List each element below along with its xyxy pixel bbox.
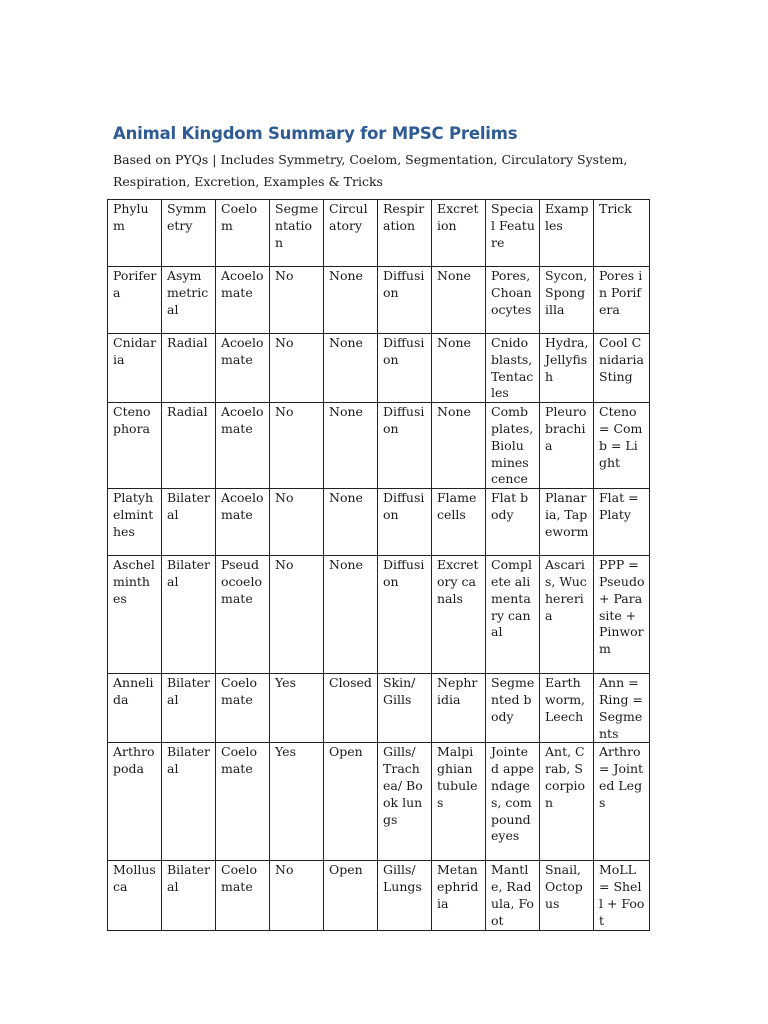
header-cell-excretion: Excretion bbox=[432, 200, 486, 267]
table-cell: Radial bbox=[162, 334, 216, 403]
table-cell: Diffusion bbox=[378, 403, 432, 489]
table-cell: Metanephridia bbox=[432, 861, 486, 930]
table-cell: Yes bbox=[270, 743, 324, 861]
header-cell-segmentation: Segmentation bbox=[270, 200, 324, 267]
table-cell: Diffusion bbox=[378, 334, 432, 403]
table-cell: Arthropoda bbox=[108, 743, 162, 861]
header-cell-special-feature: Special Feature bbox=[486, 200, 540, 267]
table-cell: Cteno = Comb = Light bbox=[594, 403, 650, 489]
table-cell: Acoelomate bbox=[216, 334, 270, 403]
table-cell: None bbox=[324, 403, 378, 489]
table-cell: None bbox=[432, 334, 486, 403]
table-cell: Earthworm, Leech bbox=[540, 674, 594, 743]
table-row bbox=[108, 743, 650, 861]
table-cell: Open bbox=[324, 743, 378, 861]
table-cell: Cnidaria bbox=[108, 334, 162, 403]
table-cell: Gills/ Trachea/ Book lungs bbox=[378, 743, 432, 861]
table-cell: No bbox=[270, 334, 324, 403]
table-cell: Annelida bbox=[108, 674, 162, 743]
table-cell: Coelomate bbox=[216, 743, 270, 861]
table-header-row bbox=[108, 200, 650, 267]
header-cell-examples: Examples bbox=[540, 200, 594, 267]
table-cell: No bbox=[270, 403, 324, 489]
table-cell: Pores, Choanocytes bbox=[486, 267, 540, 334]
table-cell: Porifera bbox=[108, 267, 162, 334]
table-row bbox=[108, 489, 650, 556]
table-cell: Closed bbox=[324, 674, 378, 743]
table-cell: Flat = Platy bbox=[594, 489, 650, 556]
table-cell: Bilateral bbox=[162, 743, 216, 861]
table-cell: Acoelomate bbox=[216, 489, 270, 556]
table-cell: Asymmetrical bbox=[162, 267, 216, 334]
document-title: Animal Kingdom Summary for MPSC Prelims bbox=[113, 124, 518, 143]
header-cell-trick: Trick bbox=[594, 200, 650, 267]
table-row bbox=[108, 403, 650, 489]
table-cell: None bbox=[324, 556, 378, 674]
table-cell: Comb plates, Bioluminescence bbox=[486, 403, 540, 489]
table-cell: None bbox=[324, 267, 378, 334]
table-row bbox=[108, 334, 650, 403]
table-cell: Radial bbox=[162, 403, 216, 489]
table-cell: Ant, Crab, Scorpion bbox=[540, 743, 594, 861]
table-cell: Coelomate bbox=[216, 674, 270, 743]
table-cell: Flat body bbox=[486, 489, 540, 556]
table-cell: Pleurobrachia bbox=[540, 403, 594, 489]
table-cell: Pseudocoelomate bbox=[216, 556, 270, 674]
table-cell: Nephridia bbox=[432, 674, 486, 743]
table-cell: Hydra, Jellyfish bbox=[540, 334, 594, 403]
table-cell: No bbox=[270, 556, 324, 674]
table-cell: Bilateral bbox=[162, 489, 216, 556]
table-cell: Bilateral bbox=[162, 861, 216, 930]
document-page bbox=[107, 124, 652, 931]
table-cell: PPP = Pseudo + Parasite + Pinworm bbox=[594, 556, 650, 674]
table-cell: Aschelminthes bbox=[108, 556, 162, 674]
table-row bbox=[108, 267, 650, 334]
table-cell: No bbox=[270, 861, 324, 930]
table-row bbox=[108, 556, 650, 674]
table-cell: No bbox=[270, 489, 324, 556]
table-cell: Coelomate bbox=[216, 861, 270, 930]
animal-kingdom-table bbox=[107, 199, 650, 931]
header-cell-coelom: Coelom bbox=[216, 200, 270, 267]
table-cell: Open bbox=[324, 861, 378, 930]
table-cell: Ann = Ring = Segments bbox=[594, 674, 650, 743]
table-cell: Yes bbox=[270, 674, 324, 743]
table-cell: None bbox=[324, 334, 378, 403]
table-cell: No bbox=[270, 267, 324, 334]
table-cell: Acoelomate bbox=[216, 403, 270, 489]
table-cell: None bbox=[324, 489, 378, 556]
header-cell-respiration: Respiration bbox=[378, 200, 432, 267]
table-cell: None bbox=[432, 403, 486, 489]
table-cell: Mollusca bbox=[108, 861, 162, 930]
table-row bbox=[108, 674, 650, 743]
table-cell: Diffusion bbox=[378, 489, 432, 556]
table-cell: Skin/ Gills bbox=[378, 674, 432, 743]
table-cell: Acoelomate bbox=[216, 267, 270, 334]
table-cell: Complete alimentary canal bbox=[486, 556, 540, 674]
table-cell: Snail, Octopus bbox=[540, 861, 594, 930]
table-cell: Cnidoblasts, Tentacles bbox=[486, 334, 540, 403]
table-cell: Bilateral bbox=[162, 556, 216, 674]
table-cell: Diffusion bbox=[378, 267, 432, 334]
table-cell: Planaria, Tapeworm bbox=[540, 489, 594, 556]
table-cell: Diffusion bbox=[378, 556, 432, 674]
table-row bbox=[108, 861, 650, 930]
table-cell: Platyhelminthes bbox=[108, 489, 162, 556]
table-cell: Mantle, Radula, Foot bbox=[486, 861, 540, 930]
document-subtitle: Based on PYQs | Includes Symmetry, Coelom, Segmentation, Circulatory System, Respiration, Excretion, Examples & Tricks bbox=[113, 152, 628, 189]
table-cell: Jointed appendages, compound eyes bbox=[486, 743, 540, 861]
table-cell: Ascaris, Wuchereria bbox=[540, 556, 594, 674]
header-cell-phylum: Phylum bbox=[108, 200, 162, 267]
header-cell-symmetry: Symmetry bbox=[162, 200, 216, 267]
table-cell: Arthro = Jointed Legs bbox=[594, 743, 650, 861]
header-cell-circulatory: Circulatory bbox=[324, 200, 378, 267]
table-cell: Sycon, Spongilla bbox=[540, 267, 594, 334]
table-cell: Excretory canals bbox=[432, 556, 486, 674]
table-cell: Gills/ Lungs bbox=[378, 861, 432, 930]
table-cell: Flame cells bbox=[432, 489, 486, 556]
table-cell: MoLL = Shell + Foot bbox=[594, 861, 650, 930]
table-cell: Malpighian tubules bbox=[432, 743, 486, 861]
table-cell: Pores in Porifera bbox=[594, 267, 650, 334]
table-cell: Ctenophora bbox=[108, 403, 162, 489]
table-cell: None bbox=[432, 267, 486, 334]
table-cell: Segmented body bbox=[486, 674, 540, 743]
table-cell: Cool Cnidaria Sting bbox=[594, 334, 650, 403]
table-cell: Bilateral bbox=[162, 674, 216, 743]
